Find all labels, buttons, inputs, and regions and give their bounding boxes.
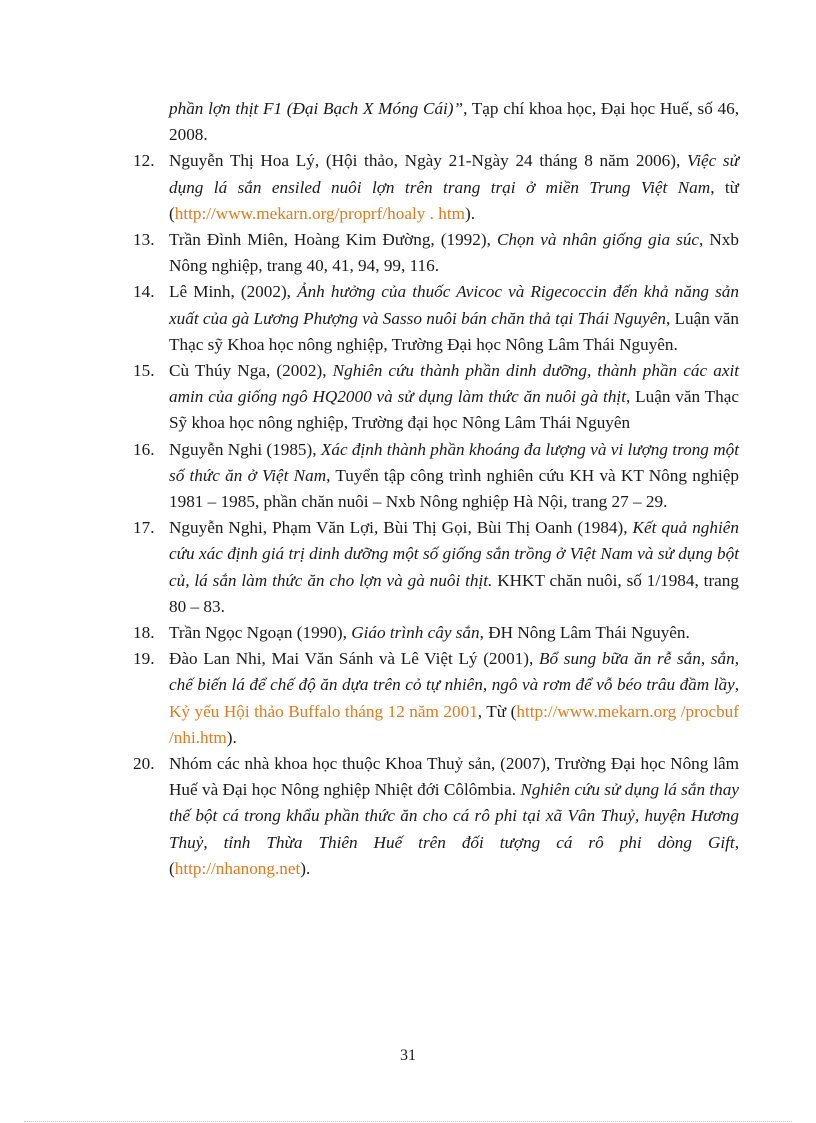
reference-title: Việc sử dụng lá sắn ensiled nuôi lợn trên trang trại ở miền Trung Việt Nam	[169, 151, 739, 197]
reference-text: KHKT chăn nuôi, số 1/1984, trang 80 – 83.	[169, 570, 739, 616]
reference-title: Kết quả nghiên cứu xác định giá trị dinh dưỡng một số giống sắn trồng ở Việt Nam và sử dụng bột củ, lá sắn làm thức ăn cho lợn và gà nuôi thịt.	[169, 518, 739, 590]
reference-18	[133, 620, 739, 646]
page-number: 31	[400, 1047, 416, 1064]
reference-title: Nghiên cứu thành phần dinh dưỡng, thành phần các axit amin của giống ngô HQ2000 và sử dụng làm thức ăn nuôi gà thịt	[169, 361, 739, 407]
reference-title: Ảnh hưởng của thuốc Avicoc và Rigecoccin đến khả năng sản xuất của gà Lương Phượng và Sasso nuôi bán chăn thả tại Thái Nguyên	[169, 282, 739, 328]
reference-15	[133, 358, 739, 437]
reference-authors: Đào Lan Nhi, Mai Văn Sánh và Lê Việt Lý (2001),	[169, 649, 539, 669]
reference-title: Bổ sung bữa ăn rễ sắn, sắn, chế biến lá để chế độ ăn dựa trên cỏ tự nhiên, ngô và rơm để vỗ béo trâu đầm lầy	[169, 649, 739, 695]
reference-number: 15.	[133, 361, 155, 381]
reference-title: Giáo trình cây sắn	[351, 623, 480, 643]
continuation-title: phần lợn thịt F1 (Đại Bạch X Móng Cái)”	[169, 99, 464, 118]
continuation-rest: , Tạp chí khoa học, Đại học Huế, số 46, 2008.	[169, 99, 739, 145]
reference-title: Chọn và nhân giống gia súc	[496, 230, 700, 250]
reference-number: 20.	[133, 754, 155, 774]
reference-authors: Nguyễn Nghi, Phạm Văn Lợi, Bùi Thị Gọi, Bùi Thị Oanh (1984),	[169, 518, 633, 538]
reference-authors: Trần Đình Miên, Hoàng Kim Đường, (1992),	[169, 230, 497, 250]
reference-authors: Nguyễn Nghi (1985),	[169, 439, 321, 459]
reference-text: ,	[734, 675, 739, 695]
reference-text: , (	[169, 832, 739, 878]
reference-title: Xác định thành phần khoáng đa lượng và vi lượng trong một số thức ăn ở Việt Nam	[169, 439, 739, 485]
reference-number: 14.	[133, 282, 155, 302]
reference-link[interactable]: http://www.mekarn.org/proprf/hoaly . htm	[174, 203, 465, 223]
reference-text: ).	[300, 858, 311, 878]
reference-text: , ĐH Nông Lâm Thái Nguyên.	[479, 623, 690, 643]
reference-text: , Tuyển tập công trình nghiên cứu KH và KT Nông nghiệp 1981 – 1985, phần chăn nuôi – Nxb Nông nghiệp Hà Nội, trang 27 – 29.	[169, 465, 739, 512]
reference-13	[133, 227, 739, 279]
reference-20	[133, 751, 739, 882]
reference-number: 13.	[133, 230, 155, 250]
reference-title: Nghiên cứu sử dụng lá sắn thay thế bột cá trong khẩu phần thức ăn cho cá rô phi tại xã Vân Thuỷ, huyện Hương Thuỷ, tỉnh Thừa Thiên Huế trên đối tượng cá rô phi dòng Gift	[169, 780, 739, 852]
reference-continuation	[133, 96, 739, 148]
reference-14	[133, 279, 739, 358]
reference-text: ).	[464, 203, 475, 223]
reference-authors: Trần Ngọc Ngoạn (1990),	[169, 623, 352, 643]
reference-text: ).	[226, 727, 237, 747]
reference-authors: Cù Thúy Nga, (2002),	[169, 361, 333, 381]
reference-number: 12.	[133, 151, 155, 171]
reference-text: , Nxb Nông nghiệp, trang 40, 41, 94, 99, 116.	[169, 230, 739, 276]
reference-17	[133, 515, 739, 620]
reference-text: , Luận văn Thạc Sỹ khoa học nông nghiệp, Trường đại học Nông Lâm Thái Nguyên	[169, 387, 739, 433]
reference-link[interactable]: http://nhanong.net	[174, 858, 301, 878]
reference-12	[133, 148, 739, 227]
reference-authors: Lê Minh, (2002),	[169, 282, 298, 302]
reference-text: , từ (	[169, 177, 739, 223]
reference-19	[133, 646, 739, 751]
reference-link[interactable]: http://www.mekarn.org /procbuf /nhi.htm	[169, 701, 739, 747]
reference-proceedings-link[interactable]: Kỷ yếu Hội thảo Buffalo tháng 12 năm 2001	[169, 701, 478, 721]
reference-number: 17.	[133, 518, 155, 538]
reference-number: 19.	[133, 649, 155, 669]
reference-number: 18.	[133, 623, 155, 643]
reference-text: , Từ (	[477, 701, 517, 721]
page-bottom-divider	[24, 1121, 792, 1122]
reference-number: 16.	[133, 439, 155, 459]
reference-list	[133, 96, 739, 882]
reference-text: , Luận văn Thạc sỹ Khoa học nông nghiệp, Trường Đại học Nông Lâm Thái Nguyên.	[169, 308, 739, 354]
reference-authors: Nhóm các nhà khoa học thuộc Khoa Thuỷ sản, (2007), Trường Đại học Nông lâm Huế và Đại học Nông nghiệp Nhiệt đới Côlômbia.	[169, 754, 739, 800]
reference-16	[133, 437, 739, 516]
reference-authors: Nguyễn Thị Hoa Lý, (Hội thảo, Ngày 21-Ngày 24 tháng 8 năm 2006),	[169, 151, 687, 171]
